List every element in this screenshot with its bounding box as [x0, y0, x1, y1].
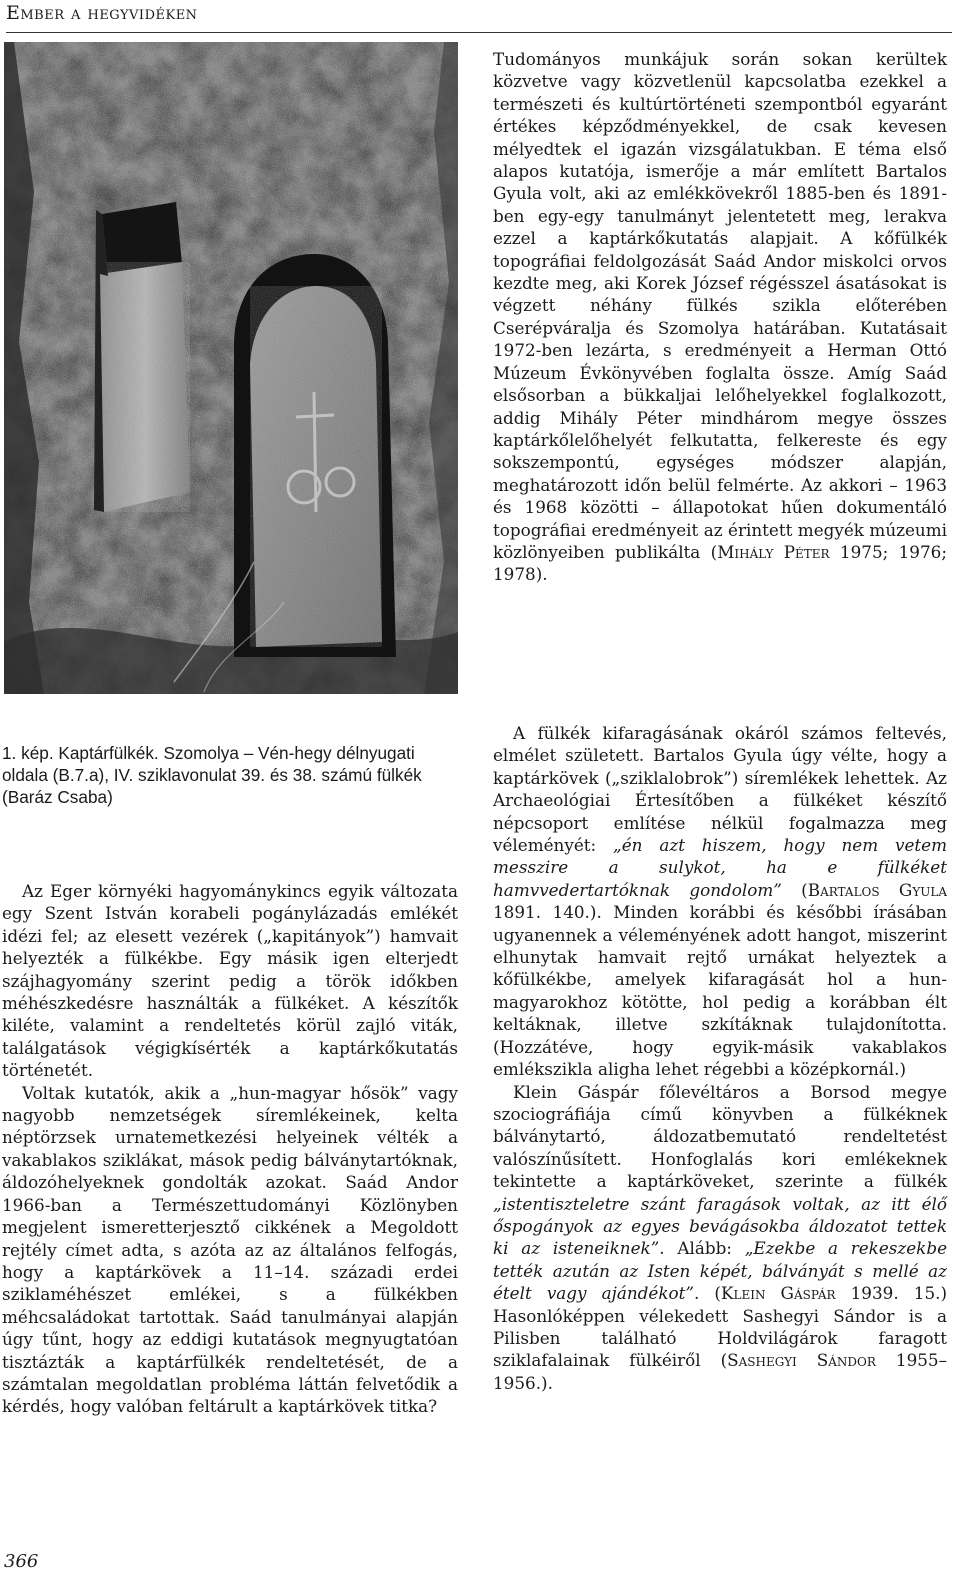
- text-run: 1955–1956.).: [493, 1350, 947, 1393]
- text-run: . (: [693, 1283, 721, 1304]
- text-run: A fülkék kifaragásának okáról számos feltevés, elmélet született. Bartalos Gyula úgy vélte, hogy a kaptárkövek („sziklalobrok”) síremlékek lehettek. Az Archaeológiai Értesítőben a fülkéket készítő népcsoport említése nélkül fogalmazza meg véleményét:: [493, 723, 947, 856]
- header-rule: [6, 32, 952, 33]
- text-run: . Alább:: [659, 1238, 745, 1259]
- text-run: Tudományos munkájuk során sokan kerültek közvetve vagy közvetlenül kapcsolatba ezekkel a természeti és kultúrtörténeti szempontból egyaránt értékes képződményekkel, de csak kevesen mélyedtek el igazán vizsgálatukban. E téma első alapos kutatója, ismerője a már említett Bartalos Gyula volt, aki az emlékkövekről 1885-ben és 1891-ben egy-egy tanulmányt jelentetett meg, lerakva ezzel a kaptárkőkutatás alapjait. A kőfülkék topográfiai feldolgozását Saád Andor miskolci orvos kezdte meg, aki Korek József régésszel ásatásokat is végzett néhány fülkés szikla előterében Cserépváralja és Szomolya határában. Kutatásait 1972-ben lezárta, s eredményeit a Herman Ottó Múzeum Évkönyvében foglalta össze. Amíg Saád elsősorban a bükkaljai lelőhelyekkel foglalkozott, addig Mihály Péter mindhárom megye összes kaptárkőlelőhelyét felkutatta, felkereste és egy sokszempontú, egységes módszer alapján, meghatározott időn belül felmérte. Az akkori – 1963 és 1968 közötti – állapotokat hűen dokumentáló topográfiai eredményeit az érintett megyék múzeumi közlönyeiben publikálta (: [493, 49, 947, 562]
- paragraph: [493, 48, 947, 586]
- quotation: „istentiszteletre szánt faragások voltak, az itt élő őspogányok az egyes bevágásokba áldozatot tettek ki az isteneiknek”: [493, 1193, 947, 1259]
- running-head: Ember a hegyvidéken: [6, 2, 198, 24]
- right-column-bottom-text: [493, 722, 947, 1394]
- right-column-top-text: [493, 48, 947, 586]
- paragraph: [493, 1081, 947, 1395]
- page-number: 366: [4, 1551, 39, 1572]
- text-run: Klein Gáspár főlevéltáros a Borsod megye szociográfiája című könyvben a fülkéknek bálványtartó, áldozatbemutató rendeltetést valószínűsített. Honfoglalás kori emlékeknek tekintette a kaptárköveket, szerinte a fülkék: [493, 1081, 947, 1192]
- text-run: 1891. 140.). Minden korábbi és későbbi írásában ugyanennek a véleményének adott hangot, miszerint elhunytak hamvait rejtő urnákat helyeztek a kőfülkékbe, amelyek kifaragását hol a hun-magyarokhoz kötötte, hol pedig a korábban élt keltáknak, illetve szkítáknak tulajdonította. (Hozzátéve, hogy egyik-másik vakablakos emlékszikla aligha lehet régebbi a középkornál.): [493, 902, 947, 1080]
- quotation: „én azt hiszem, hogy nem vetem messzire a sulykot, ha e fülkéket hamvvedertartóknak gondolom”: [493, 835, 947, 900]
- quotation: „Ezekbe a rekeszekbe tették azután az Isten képét, bálványát s mellé az ételt vagy ajándékot”: [493, 1238, 948, 1304]
- text-run: (: [781, 879, 808, 900]
- rock-niches-photo: [4, 42, 458, 694]
- figure-caption: 1. kép. Kaptárfülkék. Szomolya – Vén-hegy délnyugati oldala (B.7.a), IV. sziklavonulat 39. és 38. számú fülkék (Baráz Csaba): [2, 743, 422, 807]
- text-run: 1939. 15.) Hasonlóképpen vélekedett Sashegyi Sándor is a Pilisben található Holdvilágárok faragott sziklafalainak fülkéiről (: [493, 1283, 948, 1371]
- author-name: Mihály Péter: [717, 541, 830, 562]
- author-name: Klein Gáspár: [720, 1283, 836, 1304]
- paragraph: Voltak kutatók, akik a „hun-magyar hősök” vagy nagyobb nemzetségek síremlékeinek, kelta néptörzsek urnatemetkezési helyeinek vélték a vakablakos sziklákat, mások pedig bálványtartóknak, áldozóhelyeknek gondolták azokat. Saád Andor 1966-ban a Természettudományi Közlönyben megjelent ismeretterjesztő cikkének a Megoldott rejtély címet adta, s azóta az az általános felfogás, hogy a kaptárkövek a 11–14. századi erdei sziklaméhészet emlékei, s a fülkékben méhcsaládokat tartottak. Saád tanulmányai alapján úgy tűnt, hogy az eddigi kutatások megnyugtatóan tisztázták a kaptárfülkék rendeltetését, de a számtalan megoldatlan probléma láttán felvetődik a kérdés, hogy valóban feltárult a kaptárkövek titka?: [2, 1082, 458, 1417]
- author-name: Sashegyi Sándor: [727, 1350, 876, 1371]
- author-name: Bartalos Gyula: [807, 879, 947, 900]
- paragraph: Az Eger környéki hagyománykincs egyik változata egy Szent István korabeli pogánylázadás emlékét idézi fel; az elesett vezérek („kapitányok”) hamvait helyezték a fülkékbe. Egy másik igen elterjedt szájhagyomány szerint pedig a török időkben méhészkedésre használták a fülkéket. A készítők kiléte, valamint a rendeltetés körül zajló viták, találgatások végigkísérték a kaptárkőkutatás történetét.: [2, 881, 458, 1081]
- left-column-text: [2, 880, 458, 1418]
- text-run: 1975; 1976; 1978).: [493, 541, 947, 585]
- paragraph: [493, 722, 947, 1081]
